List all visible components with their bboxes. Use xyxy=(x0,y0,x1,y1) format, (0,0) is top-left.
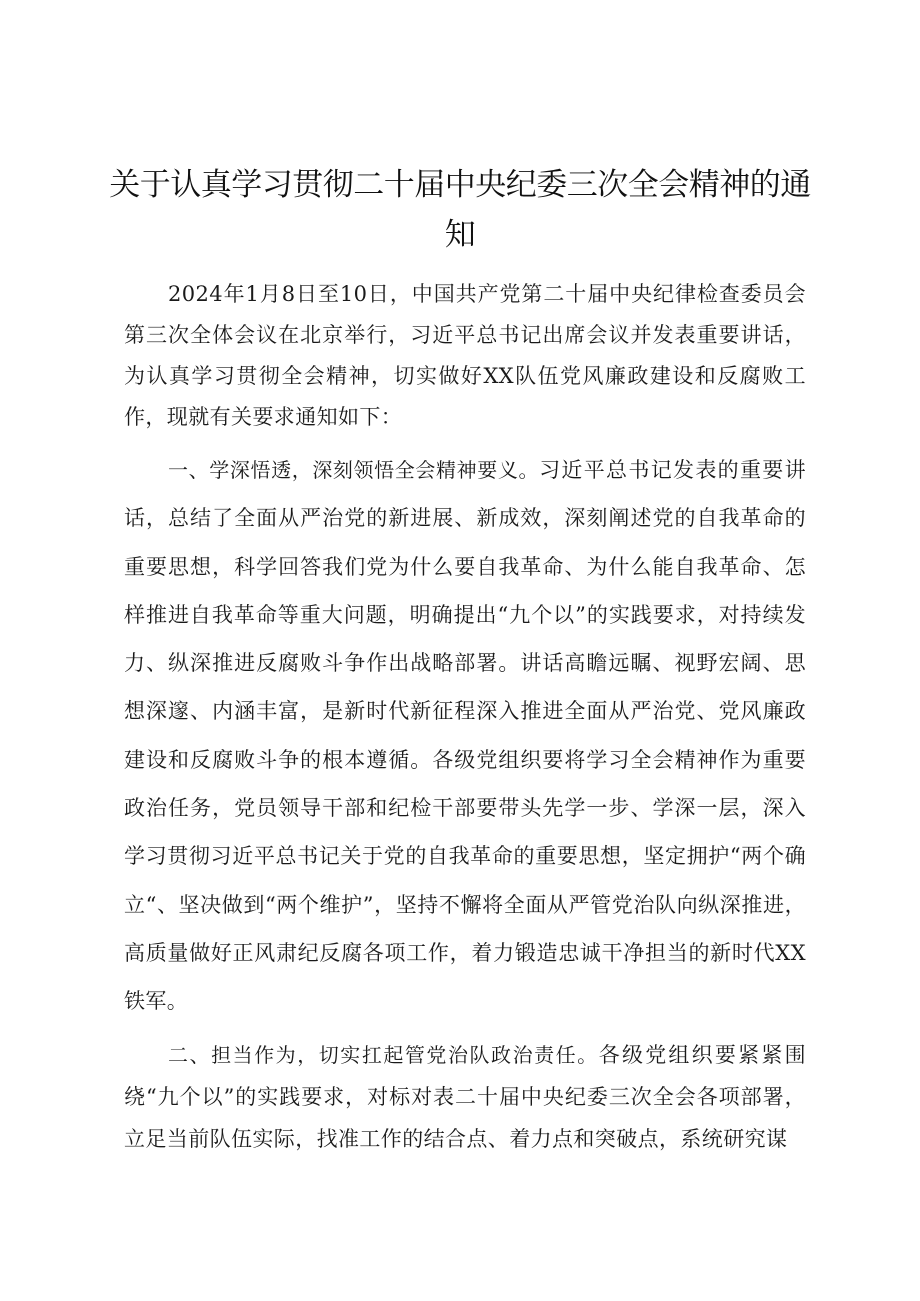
intro-paragraph: 2024年1月8日至10日，中国共产党第二十届中央纪律检查委员会第三次全体会议在北京举行，习近平总书记出席会议并发表重要讲话，为认真学习贯彻全会精神，切实做好XX队伍党风廉政建设和反腐败工作，现就有关要求通知如下： xyxy=(124,282,806,429)
section-2-paragraph xyxy=(124,1034,806,1160)
section-2-heading: 二、担当作为，切实扛起管党治队政治责任。 xyxy=(168,1043,599,1067)
document-title: 关于认真学习贯彻二十届中央纪委三次全会精神的通知 xyxy=(109,167,811,253)
section-1-heading: 一、学深悟透，深刻领悟全会精神要义。 xyxy=(168,458,540,482)
section-1-paragraph xyxy=(124,446,806,1026)
section-1-body: 习近平总书记发表的重要讲话，总结了全面从严治党的新进展、新成效，深刻阐述党的自我革命的重要思想，科学回答我们党为什么要自我革命、为什么能自我革命、怎样推进自我革命等重大问题，明确提出“九个以”的实践要求，对持续发力、纵深推进反腐败斗争作出战略部署。讲话高瞻远瞩、视野宏阔、思想深邃、内涵丰富，是新时代新征程深入推进全面从严治党、党风廉政建设和反腐败斗争的根本遵循。各级党组织要将学习全会精神作为重要政治任务，党员领导干部和纪检干部要带头先学一步、学深一层，深入学习贯彻习近平总书记关于党的自我革命的重要思想，坚定拥护“两个确立“、坚决做到“两个维护”，坚持不懈将全面从严管党治队向纵深推进，高质量做好正风肃纪反腐各项工作，着力锻造忠诚干净担当的新时代XX铁军。 xyxy=(124,458,806,1014)
section-2-body: 各级党组织要紧紧围绕“九个以”的实践要求，对标对表二十届中央纪委三次全会各项部署，立足当前队伍实际，找准工作的结合点、着力点和突破点，系统研究谋 xyxy=(124,1043,807,1151)
